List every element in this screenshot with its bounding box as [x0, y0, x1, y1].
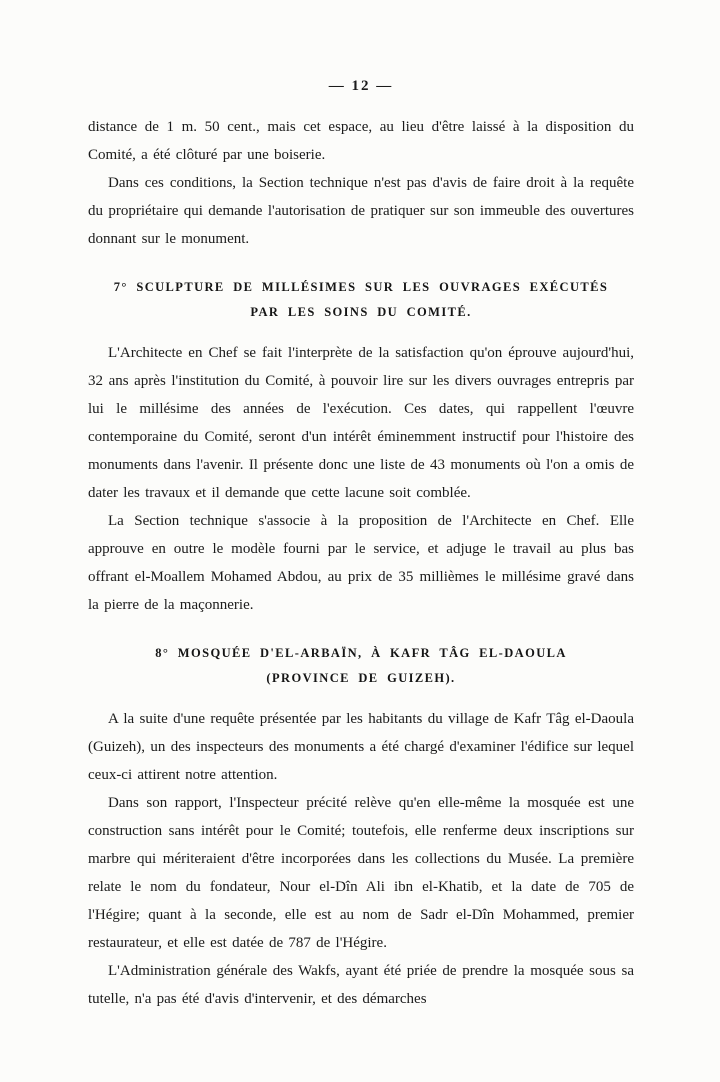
page-body [88, 113, 634, 1013]
paragraph-conditions: Dans ces conditions, la Section technique n'est pas d'avis de faire droit à la requête du propriétaire qui demande l'autorisation de pratiquer sur son immeuble des ouvertures donnant sur le monument. [88, 175, 634, 247]
page-number: — 12 — [328, 78, 394, 94]
paragraph-administration-wakfs: L'Administration générale des Wakfs, ayant été priée de prendre la mosquée sous sa tutelle, n'a pas été d'avis d'intervenir, et des démarches [88, 963, 634, 1007]
paragraph-rapport-inspecteur: Dans son rapport, l'Inspecteur précité relève qu'en elle-même la mosquée est une construction sans intérêt pour le Comité; toutefois, elle renferme deux inscriptions sur marbre qui mériteraient d'être incorporées dans les collections du Musée. La première relate le nom du fondateur, Nour el-Dîn Ali ibn el-Khatib, et la date de 705 de l'Hégire; quant à la seconde, elle est au nom de Sadr el-Dîn Mohammed, premier restaurateur, et elle est datée de 787 de l'Hégire. [88, 795, 634, 951]
section-8-heading-line-2: (PROVINCE DE GUIZEH). [266, 671, 456, 685]
paragraph-continuation: distance de 1 m. 50 cent., mais cet espace, au lieu d'être laissé à la disposition du Comité, a été clôturé par une boiserie. [88, 119, 634, 163]
paragraph-architecte-en-chef: L'Architecte en Chef se fait l'interprète de la satisfaction qu'on éprouve aujourd'hui, 32 ans après l'institution du Comité, à pouvoir lire sur les divers ouvrages entrepris par lui le millésime des années de l'exécution. Ces dates, qui rappellent l'œuvre contemporaine du Comité, seront d'un intérêt éminemment instructif pour l'histoire des monuments dans l'avenir. Il présente donc une liste de 43 monuments où l'on a omis de dater les travaux et il demande que cette lacune soit comblée. [88, 345, 634, 501]
section-7-heading [88, 275, 634, 325]
section-8-heading [88, 641, 634, 691]
section-7-heading-line-2: PAR LES SOINS DU COMITÉ. [250, 305, 472, 319]
section-7-heading-line-1: 7° SCULPTURE DE MILLÉSIMES SUR LES OUVRAGES EXÉCUTÉS [113, 280, 609, 294]
paragraph-requete-habitants: A la suite d'une requête présentée par les habitants du village de Kafr Tâg el-Daoula (Guizeh), un des inspecteurs des monuments a été chargé d'examiner l'édifice sur lequel ceux-ci attirent notre attention. [88, 711, 634, 783]
section-8-heading-line-1: 8° MOSQUÉE D'EL-ARBAÏN, À KAFR TÂG EL-DAOULA [155, 646, 567, 660]
paragraph-section-technique: La Section technique s'associe à la proposition de l'Architecte en Chef. Elle approuve en outre le modèle fourni par le service, et adjuge le travail au plus bas offrant el-Moallem Mohamed Abdou, au prix de 35 millièmes le millésime gravé dans la pierre de la maçonnerie. [88, 513, 634, 613]
